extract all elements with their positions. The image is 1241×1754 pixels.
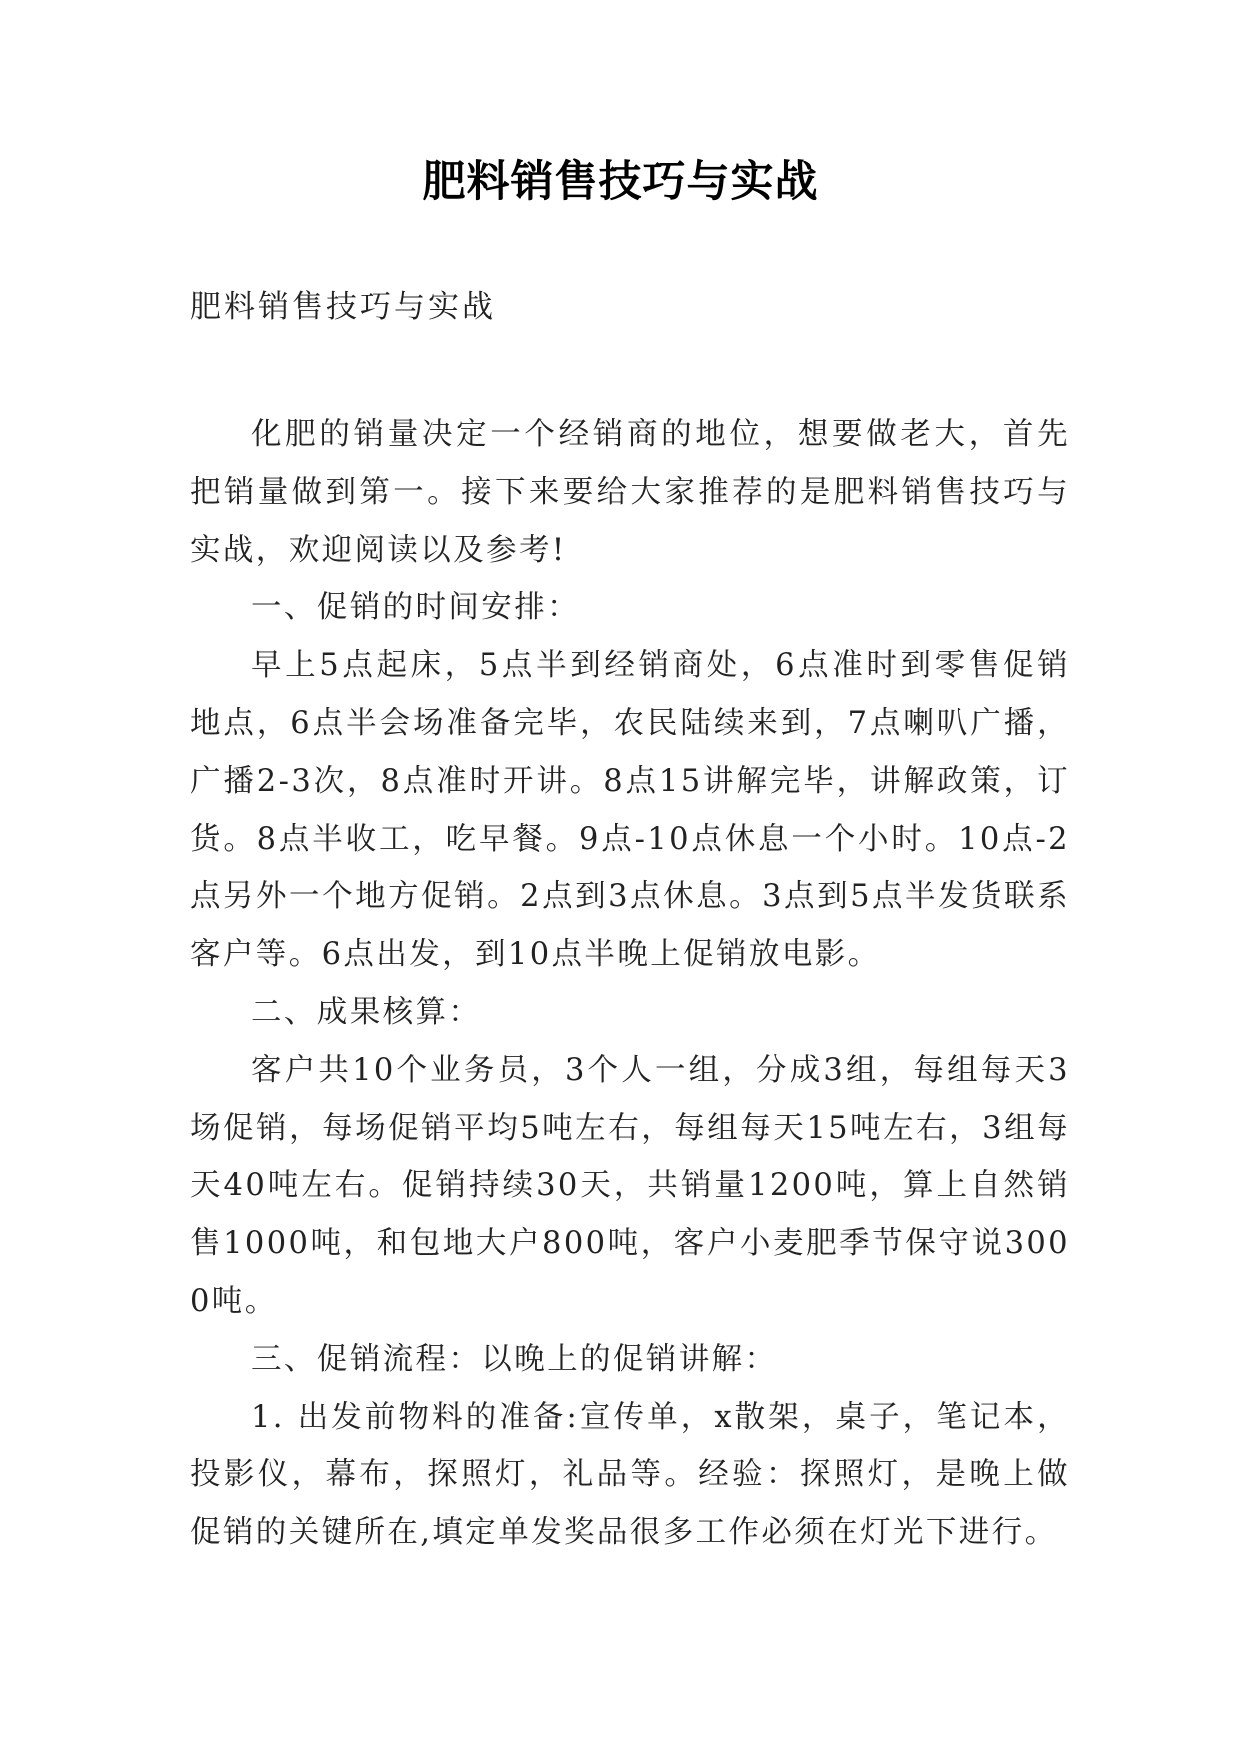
paragraph-schedule: 早上5点起床，5点半到经销商处，6点准时到零售促销地点，6点半会场准备完毕，农民陆续来到，7点喇叭广播，广播2-3次，8点准时开讲。8点15讲解完毕，讲解政策，订货。8点半收工，吃早餐。9点-10点休息一个小时。10点-2点另外一个地方促销。2点到3点休息。3点到5点半发货联系客户等。6点出发，到10点半晚上促销放电影。 [190, 648, 1070, 973]
document-body [190, 406, 1070, 1562]
document-title: 肥料销售技巧与实战 [422, 157, 819, 207]
paragraph-results: 客户共10个业务员，3个人一组，分成3组，每组每天3场促销，每场促销平均5吨左右，每组每天15吨左右，3组每天40吨左右。促销持续30天，共销量1200吨，算上自然销售1000吨，和包地大户800吨，客户小麦肥季节保守说3000吨。 [190, 1052, 1070, 1319]
document-subtitle: 肥料销售技巧与实战 [190, 289, 496, 325]
paragraph-process-step-1: 1. 出发前物料的准备:宣传单，x散架，桌子，笔记本，投影仪，幕布，探照灯，礼品等。经验：探照灯，是晚上做促销的关键所在,填定单发奖品很多工作必须在灯光下进行。 [190, 1399, 1070, 1551]
section-heading-results: 二、成果核算： [251, 994, 482, 1030]
section-heading-process: 三、促销流程：以晚上的促销讲解： [251, 1341, 778, 1377]
paragraph-intro: 化肥的销量决定一个经销商的地位，想要做老大，首先把销量做到第一。接下来要给大家推荐的是肥料销售技巧与实战，欢迎阅读以及参考! [190, 417, 1070, 568]
section-heading-schedule: 一、促销的时间安排： [251, 590, 580, 626]
